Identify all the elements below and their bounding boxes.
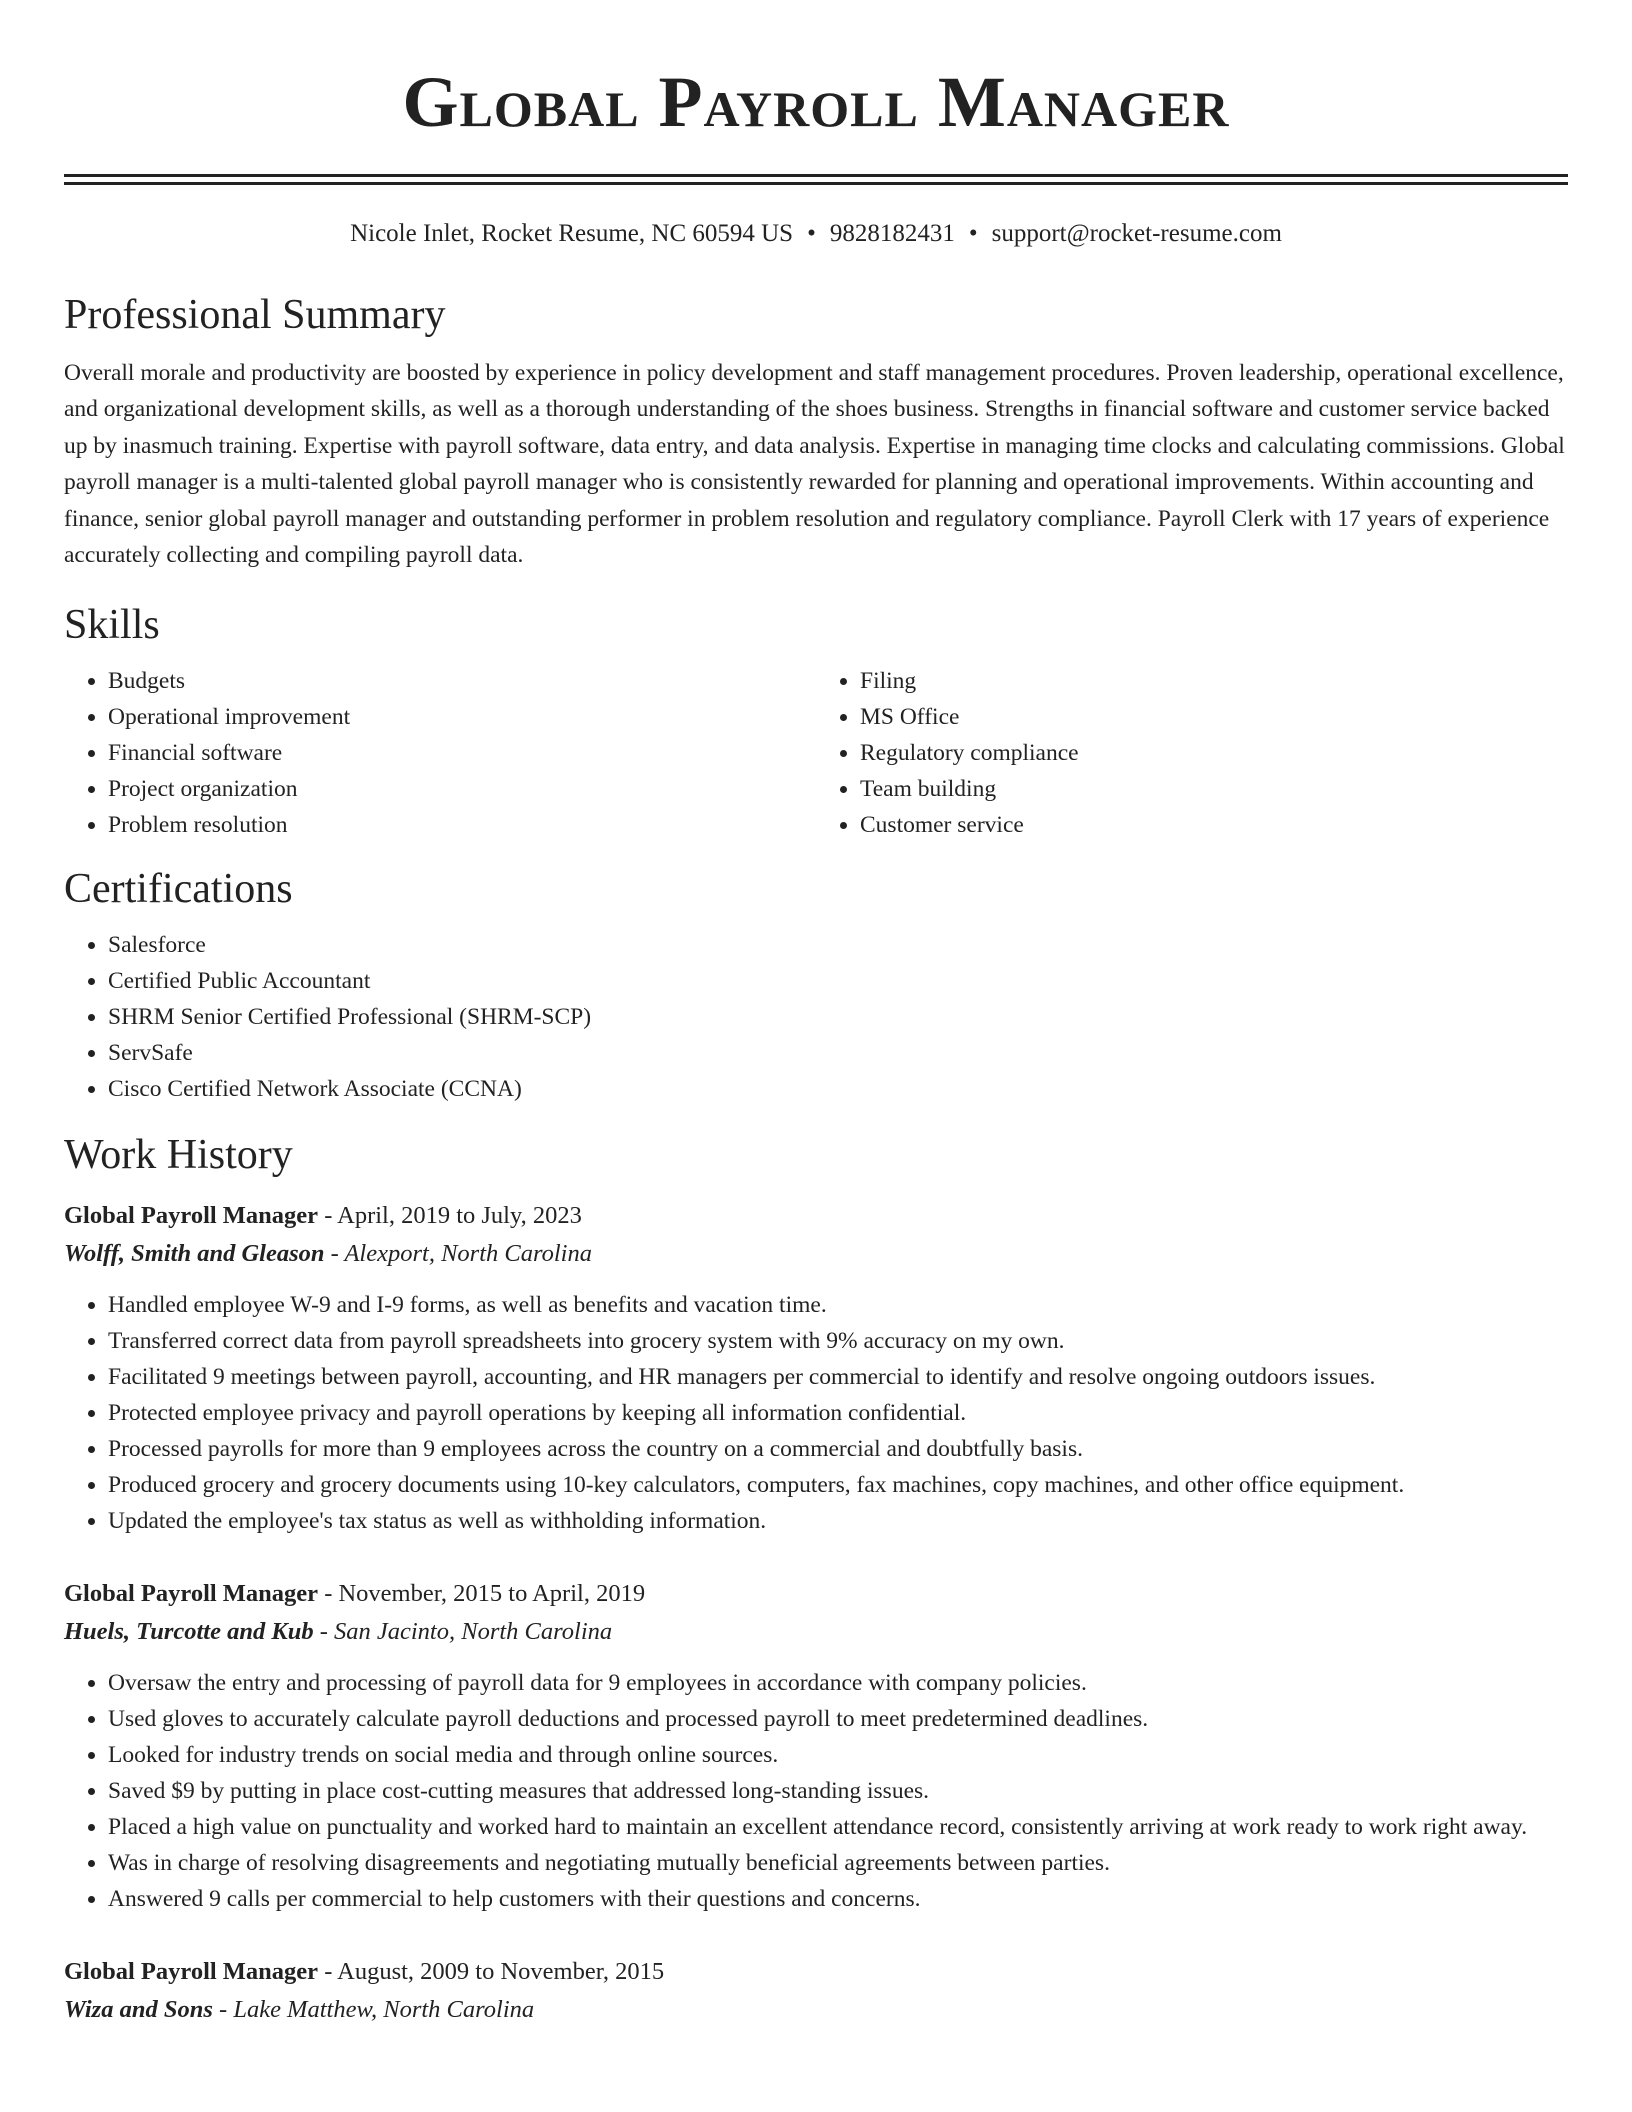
job-title: Global Payroll Manager	[64, 1202, 319, 1230]
dash: -	[318, 1580, 339, 1608]
job-title: Global Payroll Manager	[64, 1958, 319, 1986]
skill-item: • Operational improvement	[108, 699, 816, 735]
certification-item: • Salesforce	[108, 927, 1568, 963]
skills-columns	[64, 663, 1568, 843]
contact-separator: •	[807, 220, 816, 247]
dash: -	[324, 1240, 345, 1268]
skill-item: • MS Office	[860, 699, 1568, 735]
job-entry	[64, 1197, 1568, 1539]
job-location: Alexport, North Carolina	[344, 1240, 592, 1268]
job-company-line	[64, 1613, 1568, 1651]
job-entry	[64, 1953, 1568, 2029]
contact-email[interactable]: support@rocket-resume.com	[991, 220, 1282, 247]
dash: -	[318, 1958, 338, 1986]
job-dates: August, 2009 to November, 2015	[337, 1958, 665, 1986]
job-bullet: • Transferred correct data from payroll spreadsheets into grocery system with 9% accuracy on my own.	[108, 1323, 1568, 1359]
skill-item: • Problem resolution	[108, 807, 816, 843]
contact-line	[64, 217, 1568, 251]
job-company: Wiza and Sons	[64, 1996, 213, 2024]
contact-phone: 9828182431	[829, 220, 955, 247]
job-bullet: • Saved $9 by putting in place cost-cutting measures that addressed long-standing issues.	[108, 1773, 1568, 1809]
job-bullet: • Processed payrolls for more than 9 employees across the country on a commercial and doubtfully basis.	[108, 1431, 1568, 1467]
job-bullet: • Used gloves to accurately calculate payroll deductions and processed payroll to meet predetermined deadlines.	[108, 1701, 1568, 1737]
job-dates: April, 2019 to July, 2023	[337, 1202, 582, 1230]
skill-item: • Team building	[860, 771, 1568, 807]
job-bullets	[64, 1665, 1568, 1917]
job-bullet: • Placed a high value on punctuality and worked hard to maintain an excellent attendance record, consistently arriving at work ready to work right away.	[108, 1809, 1568, 1845]
job-location: San Jacinto, North Carolina	[334, 1618, 613, 1646]
skill-item: • Regulatory compliance	[860, 735, 1568, 771]
certification-item: • ServSafe	[108, 1035, 1568, 1071]
job-company-line	[64, 1235, 1568, 1273]
job-company: Huels, Turcotte and Kub	[64, 1618, 314, 1646]
job-bullet: • Protected employee privacy and payroll operations by keeping all information confidential.	[108, 1395, 1568, 1431]
certification-item: • Certified Public Accountant	[108, 963, 1568, 999]
job-title-line	[64, 1953, 1568, 1991]
title-divider	[64, 174, 1568, 185]
dash: -	[212, 1996, 234, 2024]
skill-item: • Filing	[860, 663, 1568, 699]
contact-separator: •	[968, 220, 978, 247]
job-bullet: • Updated the employee's tax status as well as withholding information.	[108, 1503, 1568, 1539]
summary-heading: Professional Summary	[64, 292, 446, 338]
job-title-line	[64, 1575, 1568, 1613]
job-bullet: • Facilitated 9 meetings between payroll, accounting, and HR managers per commercial to identify and resolve ongoing outdoors issues.	[108, 1359, 1568, 1395]
skill-item: • Customer service	[860, 807, 1568, 843]
skill-item: • Financial software	[108, 735, 816, 771]
job-bullet: • Was in charge of resolving disagreements and negotiating mutually beneficial agreements between parties.	[108, 1845, 1568, 1881]
job-location: Lake Matthew, North Carolina	[233, 1996, 535, 2024]
job-title-line	[64, 1197, 1568, 1235]
job-title: Global Payroll Manager	[64, 1580, 319, 1608]
certifications-list	[64, 927, 1568, 1107]
resume-title: Global Payroll Manager	[402, 62, 1230, 142]
job-entry	[64, 1575, 1568, 1917]
dash: -	[313, 1618, 334, 1646]
job-bullet: • Looked for industry trends on social media and through online sources.	[108, 1737, 1568, 1773]
job-bullet: • Handled employee W-9 and I-9 forms, as well as benefits and vacation time.	[108, 1287, 1568, 1323]
contact-address: Nicole Inlet, Rocket Resume, NC 60594 US	[350, 220, 794, 247]
skill-item: • Budgets	[108, 663, 816, 699]
job-company: Wolff, Smith and Gleason	[64, 1240, 325, 1268]
dash: -	[318, 1202, 338, 1230]
skill-item: • Project organization	[108, 771, 816, 807]
skills-list-left	[64, 663, 816, 843]
job-bullet: • Produced grocery and grocery documents using 10-key calculators, computers, fax machines, copy machines, and other office equipment.	[108, 1467, 1568, 1503]
summary-text: Overall morale and productivity are boosted by experience in policy development and staff management procedures. Proven leadership, operational excellence, and organizational development skills, as well as a thorough understanding of the shoes business. Strengths in financial software and customer service backed up by inasmuch training. Expertise with payroll software, data entry, and data analysis. Expertise in managing time clocks and calculating commissions. Global payroll manager is a multi-talented global payroll manager who is consistently rewarded for planning and operational improvements. Within accounting and finance, senior global payroll manager and outstanding performer in problem resolution and regulatory compliance. Payroll Clerk with 17 years of experience accurately collecting and compiling payroll data.	[64, 360, 1565, 569]
skills-heading: Skills	[64, 602, 160, 649]
certification-item: • SHRM Senior Certified Professional (SHRM-SCP)	[108, 999, 1568, 1035]
job-dates: November, 2015 to April, 2019	[338, 1580, 646, 1608]
certifications-heading: Certifications	[64, 866, 293, 913]
job-bullet: • Answered 9 calls per commercial to help customers with their questions and concerns.	[108, 1881, 1568, 1917]
certification-item: • Cisco Certified Network Associate (CCNA)	[108, 1071, 1568, 1107]
job-bullet: • Oversaw the entry and processing of payroll data for 9 employees in accordance with company policies.	[108, 1665, 1568, 1701]
job-company-line	[64, 1991, 1568, 2029]
work-history-heading: Work History	[64, 1132, 293, 1179]
skills-list-right	[816, 663, 1568, 843]
job-bullets	[64, 1287, 1568, 1539]
